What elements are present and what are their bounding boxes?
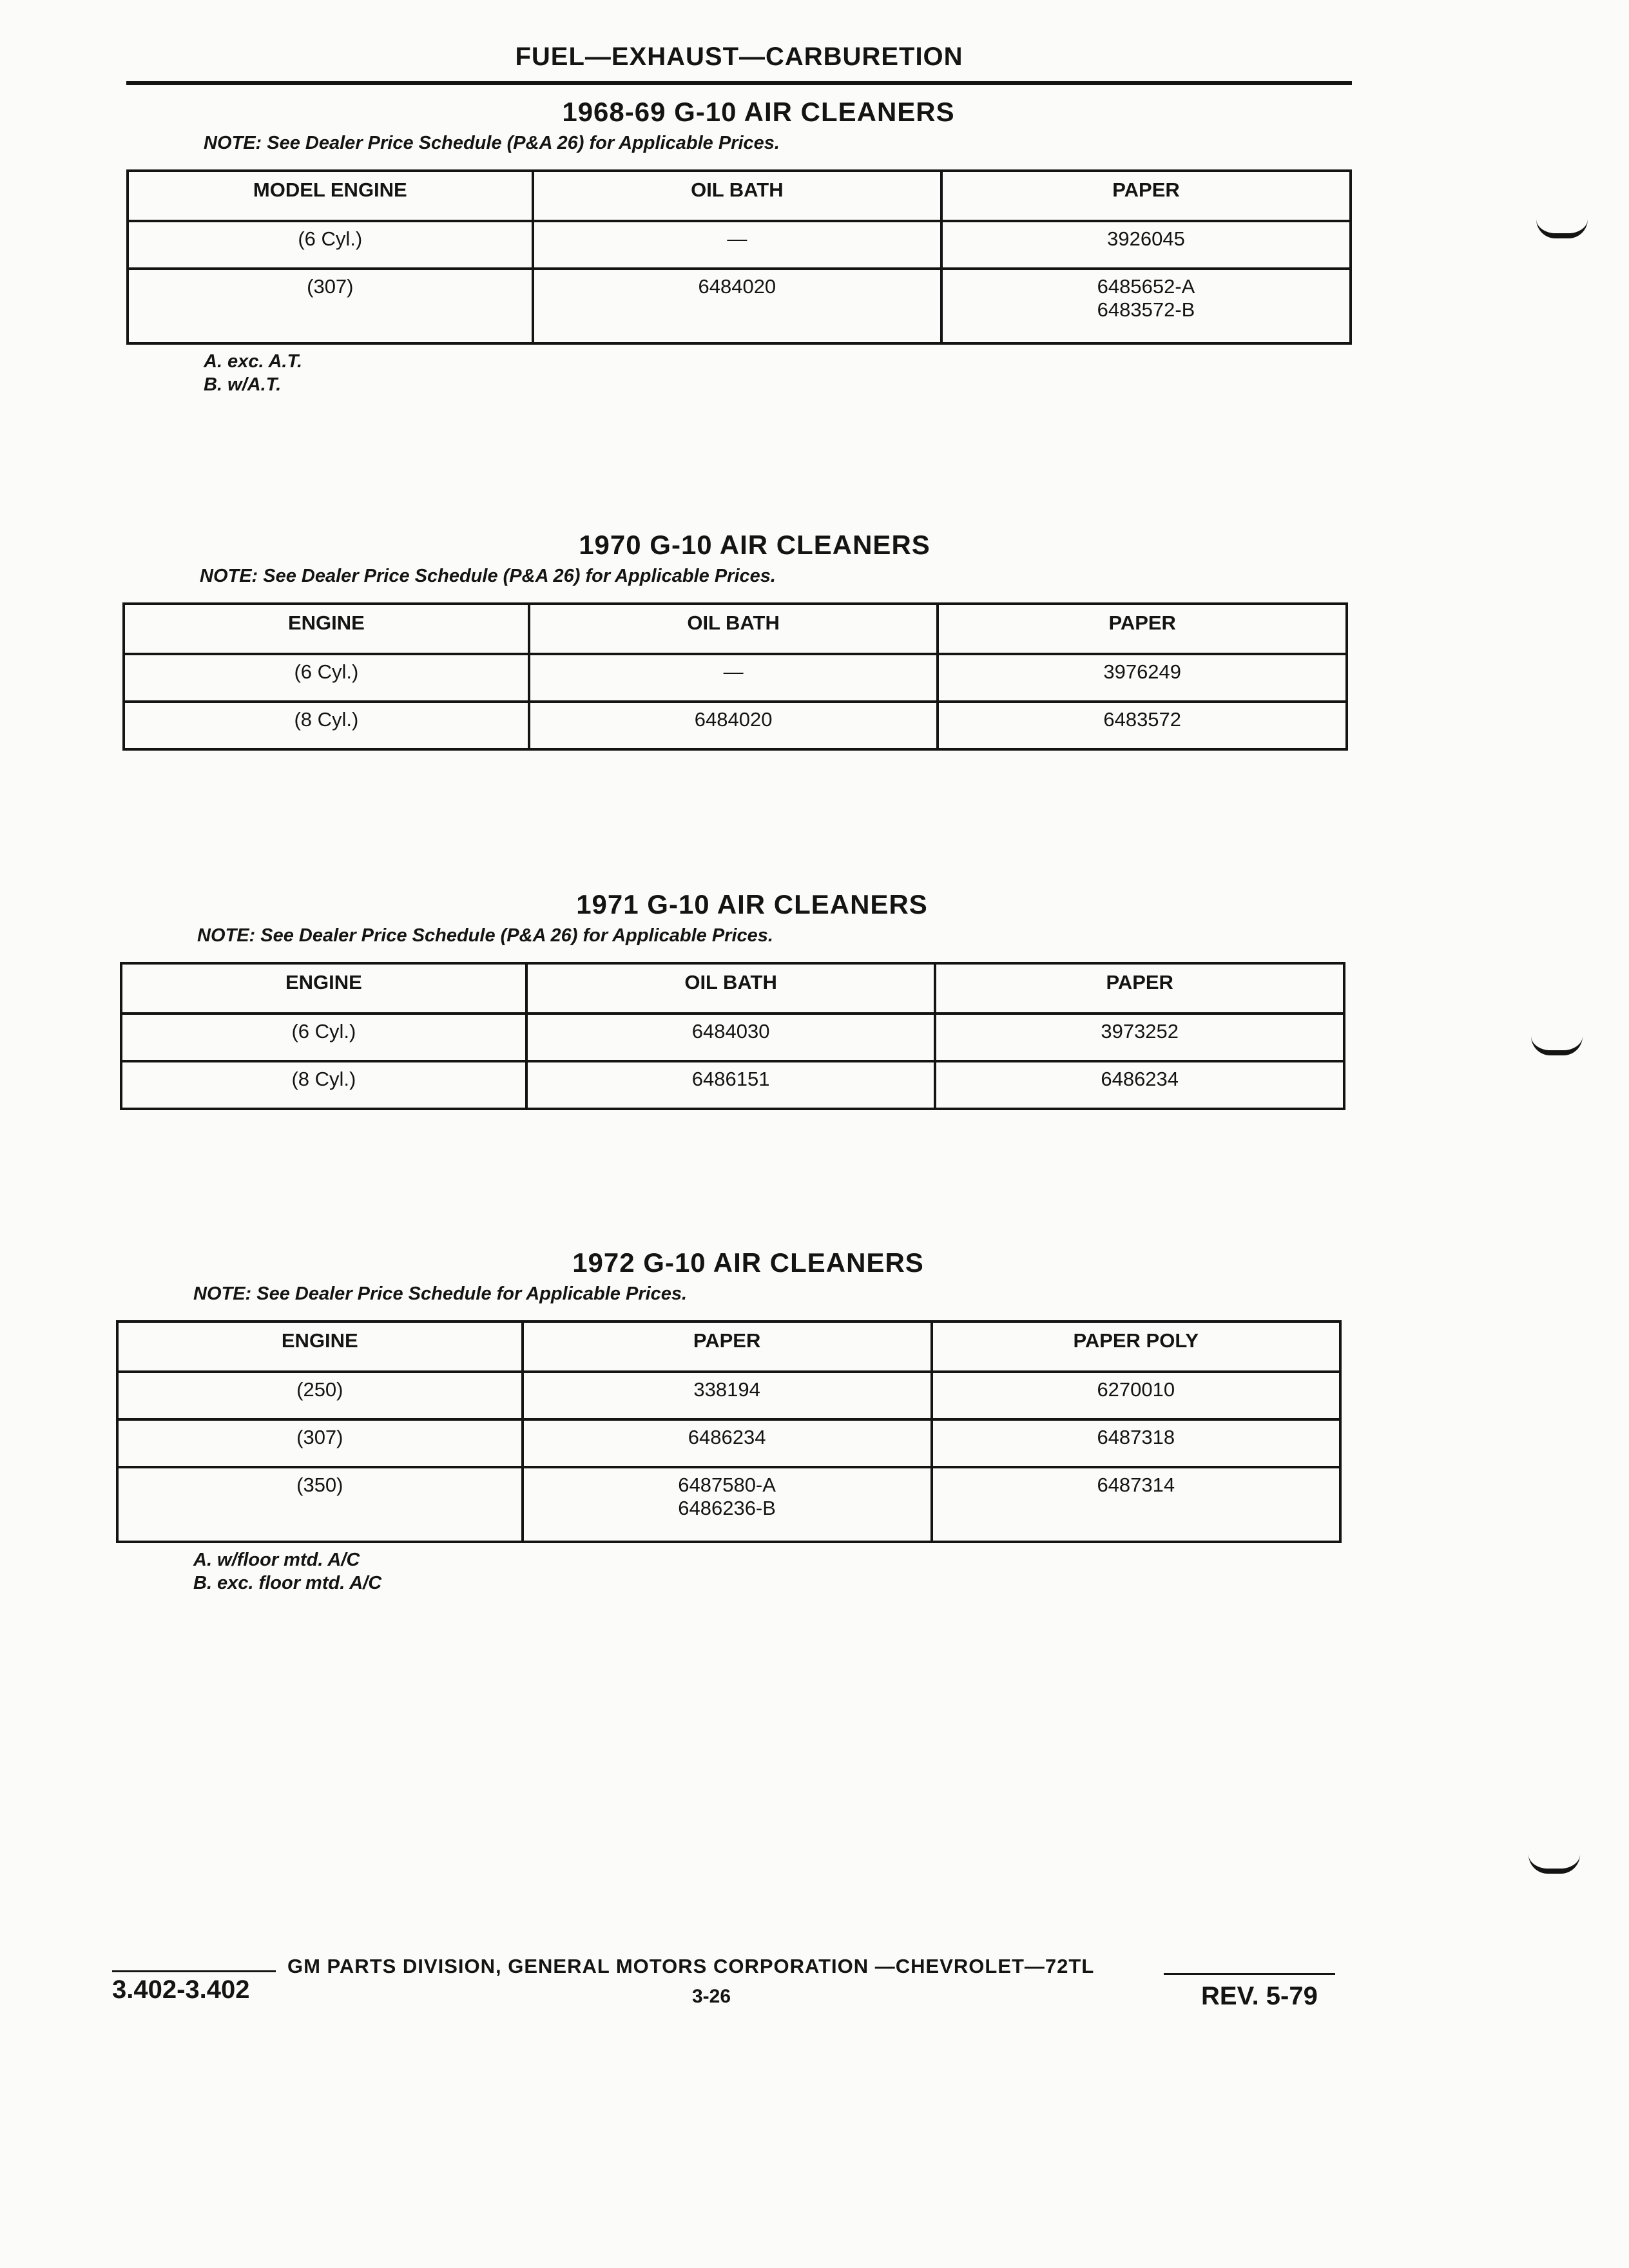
table-cell: 3973252	[935, 1014, 1344, 1061]
binder-mark	[1536, 219, 1588, 238]
table-cell: 6484020	[533, 269, 941, 343]
column-header: ENGINE	[121, 963, 526, 1014]
air-cleaner-table	[116, 1320, 1342, 1543]
table-cell: (6 Cyl.)	[128, 221, 533, 269]
page-header-title: FUEL—EXHAUST—CARBURETION	[515, 43, 963, 71]
section-note: NOTE: See Dealer Price Schedule (P&A 26) for Applicable Prices.	[204, 133, 780, 153]
part-number: 6485652-A	[1097, 275, 1195, 298]
air-cleaner-table	[120, 962, 1345, 1110]
page-number: 3-26	[692, 1986, 731, 2007]
table-row	[124, 702, 1347, 749]
footnote: B. w/A.T.	[204, 374, 282, 395]
air-cleaner-table	[126, 169, 1352, 345]
header-rule	[126, 81, 1352, 85]
table-cell: 6484030	[526, 1014, 936, 1061]
section-1971	[120, 889, 1345, 1110]
binder-mark	[1531, 1036, 1583, 1055]
table-cell: (307)	[117, 1419, 523, 1467]
footer-rule-right	[1164, 1973, 1335, 1975]
table-cell: (250)	[117, 1372, 523, 1419]
table-cell: 6486151	[526, 1061, 936, 1109]
table-cell: 6483572	[938, 702, 1347, 749]
table-row	[128, 269, 1351, 343]
column-header: OIL BATH	[529, 604, 938, 654]
section-note: NOTE: See Dealer Price Schedule for Applicable Prices.	[193, 1283, 688, 1304]
column-header: PAPER	[935, 963, 1344, 1014]
table-row	[117, 1372, 1340, 1419]
table-cell: (350)	[117, 1467, 523, 1542]
column-header: OIL BATH	[533, 171, 941, 221]
binder-mark	[1528, 1854, 1580, 1874]
table-row	[117, 1467, 1340, 1542]
table-cell: 6487314	[932, 1467, 1340, 1542]
table-cell: 6484020	[529, 702, 938, 749]
column-header: PAPER	[938, 604, 1347, 654]
column-header: PAPER POLY	[932, 1321, 1340, 1372]
table-row	[121, 1014, 1344, 1061]
table-header-row	[124, 604, 1347, 654]
footer-publisher: GM PARTS DIVISION, GENERAL MOTORS CORPORATION —CHEVROLET—72TL	[287, 1955, 1095, 1977]
table-row	[124, 654, 1347, 702]
footnote: A. exc. A.T.	[204, 351, 303, 372]
air-cleaner-table	[122, 602, 1348, 751]
table-cell: (6 Cyl.)	[121, 1014, 526, 1061]
section-title: 1972 G-10 AIR CLEANERS	[572, 1247, 924, 1278]
table-cell: —	[529, 654, 938, 702]
table-cell: (8 Cyl.)	[121, 1061, 526, 1109]
section-1972	[116, 1247, 1342, 1595]
table-cell-multi	[941, 269, 1351, 343]
table-cell: (6 Cyl.)	[124, 654, 529, 702]
table-cell: (307)	[128, 269, 533, 343]
section-title: 1970 G-10 AIR CLEANERS	[579, 530, 930, 560]
table-row	[117, 1419, 1340, 1467]
part-number: 6486236-B	[678, 1497, 776, 1519]
table-cell: —	[533, 221, 941, 269]
column-header: MODEL ENGINE	[128, 171, 533, 221]
column-header: PAPER	[941, 171, 1351, 221]
table-cell: 6487318	[932, 1419, 1340, 1467]
table-cell-multi	[523, 1467, 932, 1542]
part-number: 6483572-B	[1097, 298, 1195, 321]
table-cell: 338194	[523, 1372, 932, 1419]
table-header-row	[128, 171, 1351, 221]
footnotes	[193, 1548, 1342, 1595]
footnote: A. w/floor mtd. A/C	[193, 1550, 360, 1570]
table-row	[128, 221, 1351, 269]
column-header: PAPER	[523, 1321, 932, 1372]
table-cell: 6270010	[932, 1372, 1340, 1419]
column-header: ENGINE	[124, 604, 529, 654]
table-row	[121, 1061, 1344, 1109]
table-cell: 3976249	[938, 654, 1347, 702]
table-cell: 6486234	[523, 1419, 932, 1467]
footer-code: 3.402-3.402	[112, 1975, 250, 2004]
footnote: B. exc. floor mtd. A/C	[193, 1573, 382, 1593]
section-note: NOTE: See Dealer Price Schedule (P&A 26) for Applicable Prices.	[200, 566, 776, 586]
part-number: 6487580-A	[678, 1474, 776, 1496]
revision-label: REV. 5-79	[1201, 1982, 1318, 2010]
table-header-row	[121, 963, 1344, 1014]
table-cell: 6486234	[935, 1061, 1344, 1109]
table-cell: (8 Cyl.)	[124, 702, 529, 749]
section-1968-69	[126, 97, 1352, 396]
section-1970	[122, 530, 1348, 751]
section-note: NOTE: See Dealer Price Schedule (P&A 26) for Applicable Prices.	[197, 925, 773, 946]
table-cell: 3926045	[941, 221, 1351, 269]
section-title: 1968-69 G-10 AIR CLEANERS	[562, 97, 955, 127]
table-header-row	[117, 1321, 1340, 1372]
footer-rule-left	[112, 1970, 276, 1972]
section-title: 1971 G-10 AIR CLEANERS	[576, 889, 928, 919]
column-header: ENGINE	[117, 1321, 523, 1372]
column-header: OIL BATH	[526, 963, 936, 1014]
footnotes	[204, 350, 1352, 396]
